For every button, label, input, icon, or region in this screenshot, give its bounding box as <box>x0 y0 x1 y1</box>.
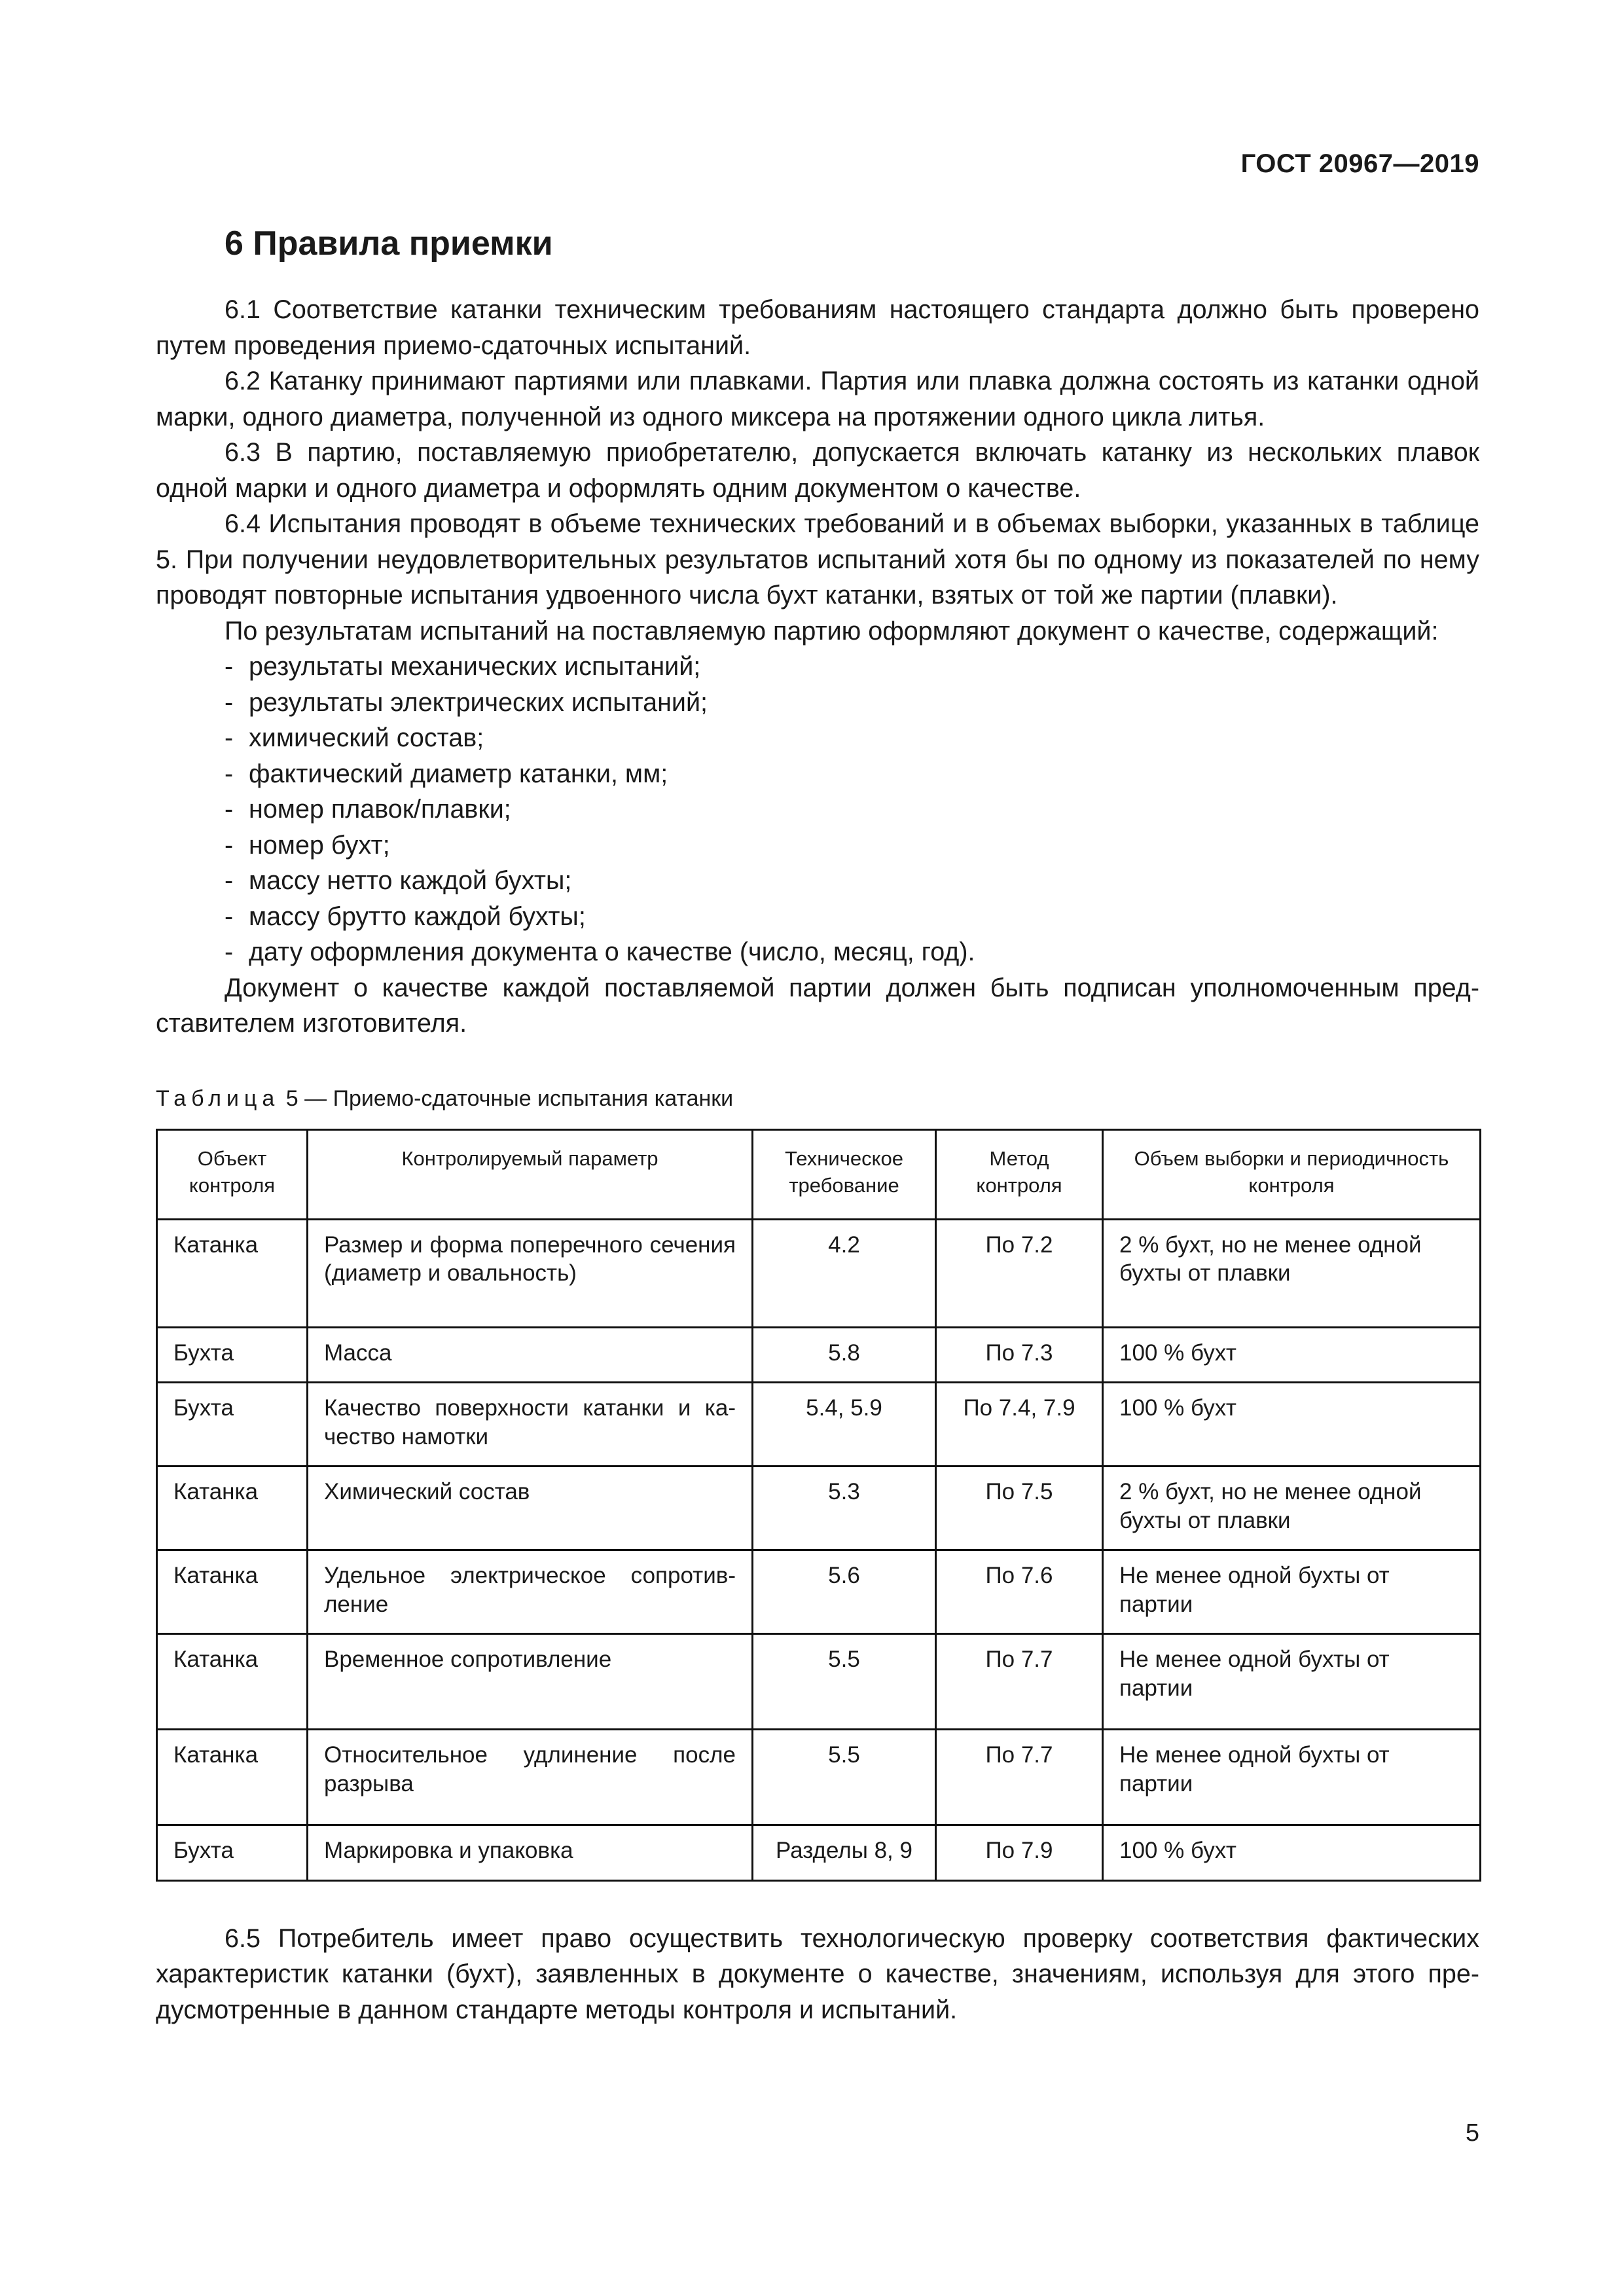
table-row <box>157 1550 1481 1634</box>
paragraph-6-1: 6.1 Соответствие катанки техническим требованиям настоящего стандарта должно быть проверено путем проведения приемо-сдаточных испытаний. <box>156 295 1479 360</box>
list-item: - дату оформления документа о качестве (число, месяц, год). <box>156 934 1479 970</box>
column-header: Техническое требование <box>753 1129 936 1219</box>
table-row <box>157 1467 1481 1550</box>
column-header: Контролируемый параметр <box>308 1129 753 1219</box>
table-cell: Относительное удлинение после разрыва <box>308 1730 753 1825</box>
table-cell: По 7.2 <box>936 1219 1103 1327</box>
table-cell: По 7.4, 7.9 <box>936 1383 1103 1467</box>
section-title: 6 Правила приемки <box>225 225 553 263</box>
table-row <box>157 1327 1481 1383</box>
table-cell: Временное сопротивление <box>308 1634 753 1730</box>
table-cell: 5.4, 5.9 <box>753 1383 936 1467</box>
list-item: - результаты механических испытаний; <box>156 649 1479 685</box>
list-marker: - <box>225 759 234 788</box>
standard-code: ГОСТ 20967—2019 <box>1240 149 1479 178</box>
table-cell: Качество поверхности катанки и качество намотки <box>308 1383 753 1467</box>
list-marker: - <box>225 938 234 966</box>
list-item: - фактический диаметр катанки, мм; <box>156 756 1479 792</box>
table-cell: Размер и форма поперечного сечения (диаметр и овальность) <box>308 1219 753 1327</box>
table-cell: Не менее одной бухты от партии <box>1103 1730 1481 1825</box>
table-cell: 100 % бухт <box>1103 1825 1481 1881</box>
list-item: - массу нетто каждой бухты; <box>156 863 1479 899</box>
table-cell: Бухта <box>157 1327 308 1383</box>
table-cell: Катанка <box>157 1467 308 1550</box>
table-cell: Катанка <box>157 1634 308 1730</box>
table-cell: Не менее одной бухты от партии <box>1103 1550 1481 1634</box>
list-item: - химический состав; <box>156 720 1479 756</box>
paragraph-6-2: 6.2 Катанку принимают партиями или плавками. Партия или плавка должна состоять из катанки одной марки, одного диаметра, полученной из одного миксера на протяжении одного цикла литья. <box>156 367 1479 431</box>
list-marker: - <box>225 723 234 752</box>
table-cell: Бухта <box>157 1383 308 1467</box>
table-cell: По 7.9 <box>936 1825 1103 1881</box>
paragraph-6-5: 6.5 Потребитель имеет право осуществить технологическую проверку соответствия фактических характеристик катанки (бухт), заявленных в документе о качестве, значениям, используя для этого предусмотренные в данном стандарте методы контроля и испытаний. <box>156 1923 1479 2024</box>
document-contents-list <box>156 649 1479 970</box>
table-caption-text: 5 — Приемо-сдаточные испытания катанки <box>285 1085 734 1111</box>
paragraph-6-3: 6.3 В партию, поставляемую приобретателю, допускается включать катанку из нескольких плавок одной марки и одного диаметра и оформлять одним документом о качестве. <box>156 438 1479 503</box>
table-caption-label: Таблица <box>156 1085 280 1111</box>
table-cell: Удельное электрическое сопротивление <box>308 1550 753 1634</box>
table-cell: 2 % бухт, но не менее одной бухты от плавки <box>1103 1219 1481 1327</box>
list-marker: - <box>225 830 234 860</box>
table-row <box>157 1825 1481 1881</box>
table-caption <box>156 1086 1479 1112</box>
table-cell: Химический состав <box>308 1467 753 1550</box>
table-header-row <box>157 1129 1481 1219</box>
list-item: - номер бухт; <box>156 828 1479 864</box>
table-cell: Катанка <box>157 1730 308 1825</box>
paragraph-6-4: 6.4 Испытания проводят в объеме технических требований и в объемах выборки, указанных в таблице 5. При получении неудовлетворительных результатов испытаний хотя бы по одному из показателей по нему проводят повторные испытания удвоенного числа бухт катанки, взятых от той же партии (плавки). <box>156 509 1479 610</box>
column-header: Метод контроля <box>936 1129 1103 1219</box>
list-item: - номер плавок/плавки; <box>156 792 1479 828</box>
table-cell: 5.3 <box>753 1467 936 1550</box>
paragraph-signature: Документ о качестве каждой поставляемой партии должен быть подписан уполномоченным представителем изготовителя. <box>156 973 1479 1038</box>
list-marker: - <box>225 795 234 824</box>
paragraph-document-intro: По результатам испытаний на поставляемую партию оформляют документ о качестве, содержащий: <box>225 616 1439 646</box>
table-cell: Катанка <box>157 1219 308 1327</box>
table-cell: Маркировка и упаковка <box>308 1825 753 1881</box>
table-cell: 5.5 <box>753 1634 936 1730</box>
table-cell: Бухта <box>157 1825 308 1881</box>
table-cell: Разделы 8, 9 <box>753 1825 936 1881</box>
table-cell: 4.2 <box>753 1219 936 1327</box>
page-content <box>156 224 1479 2028</box>
list-marker: - <box>225 652 234 681</box>
table-cell: По 7.5 <box>936 1467 1103 1550</box>
list-marker: - <box>225 866 234 895</box>
table-cell: 100 % бухт <box>1103 1383 1481 1467</box>
list-item: - массу брутто каждой бухты; <box>156 899 1479 935</box>
table-row <box>157 1634 1481 1730</box>
acceptance-tests-table <box>156 1129 1481 1882</box>
table-cell: 5.8 <box>753 1327 936 1383</box>
table-cell: По 7.7 <box>936 1730 1103 1825</box>
list-marker: - <box>225 902 234 931</box>
table-cell: По 7.7 <box>936 1634 1103 1730</box>
column-header: Объем выборки и периодичность контроля <box>1103 1129 1481 1219</box>
table-row <box>157 1730 1481 1825</box>
table-cell: Катанка <box>157 1550 308 1634</box>
table-row <box>157 1383 1481 1467</box>
column-header: Объект контроля <box>157 1129 308 1219</box>
list-marker: - <box>225 687 234 717</box>
table-cell: 5.5 <box>753 1730 936 1825</box>
page-number: 5 <box>1465 2119 1479 2147</box>
table-cell: Масса <box>308 1327 753 1383</box>
table-cell: По 7.3 <box>936 1327 1103 1383</box>
list-item: - результаты электрических испытаний; <box>156 685 1479 721</box>
table-cell: 100 % бухт <box>1103 1327 1481 1383</box>
table-cell: Не менее одной бухты от партии <box>1103 1634 1481 1730</box>
table-cell: 5.6 <box>753 1550 936 1634</box>
table-cell: 2 % бухт, но не менее одной бухты от плавки <box>1103 1467 1481 1550</box>
table-cell: По 7.6 <box>936 1550 1103 1634</box>
table-row <box>157 1219 1481 1327</box>
